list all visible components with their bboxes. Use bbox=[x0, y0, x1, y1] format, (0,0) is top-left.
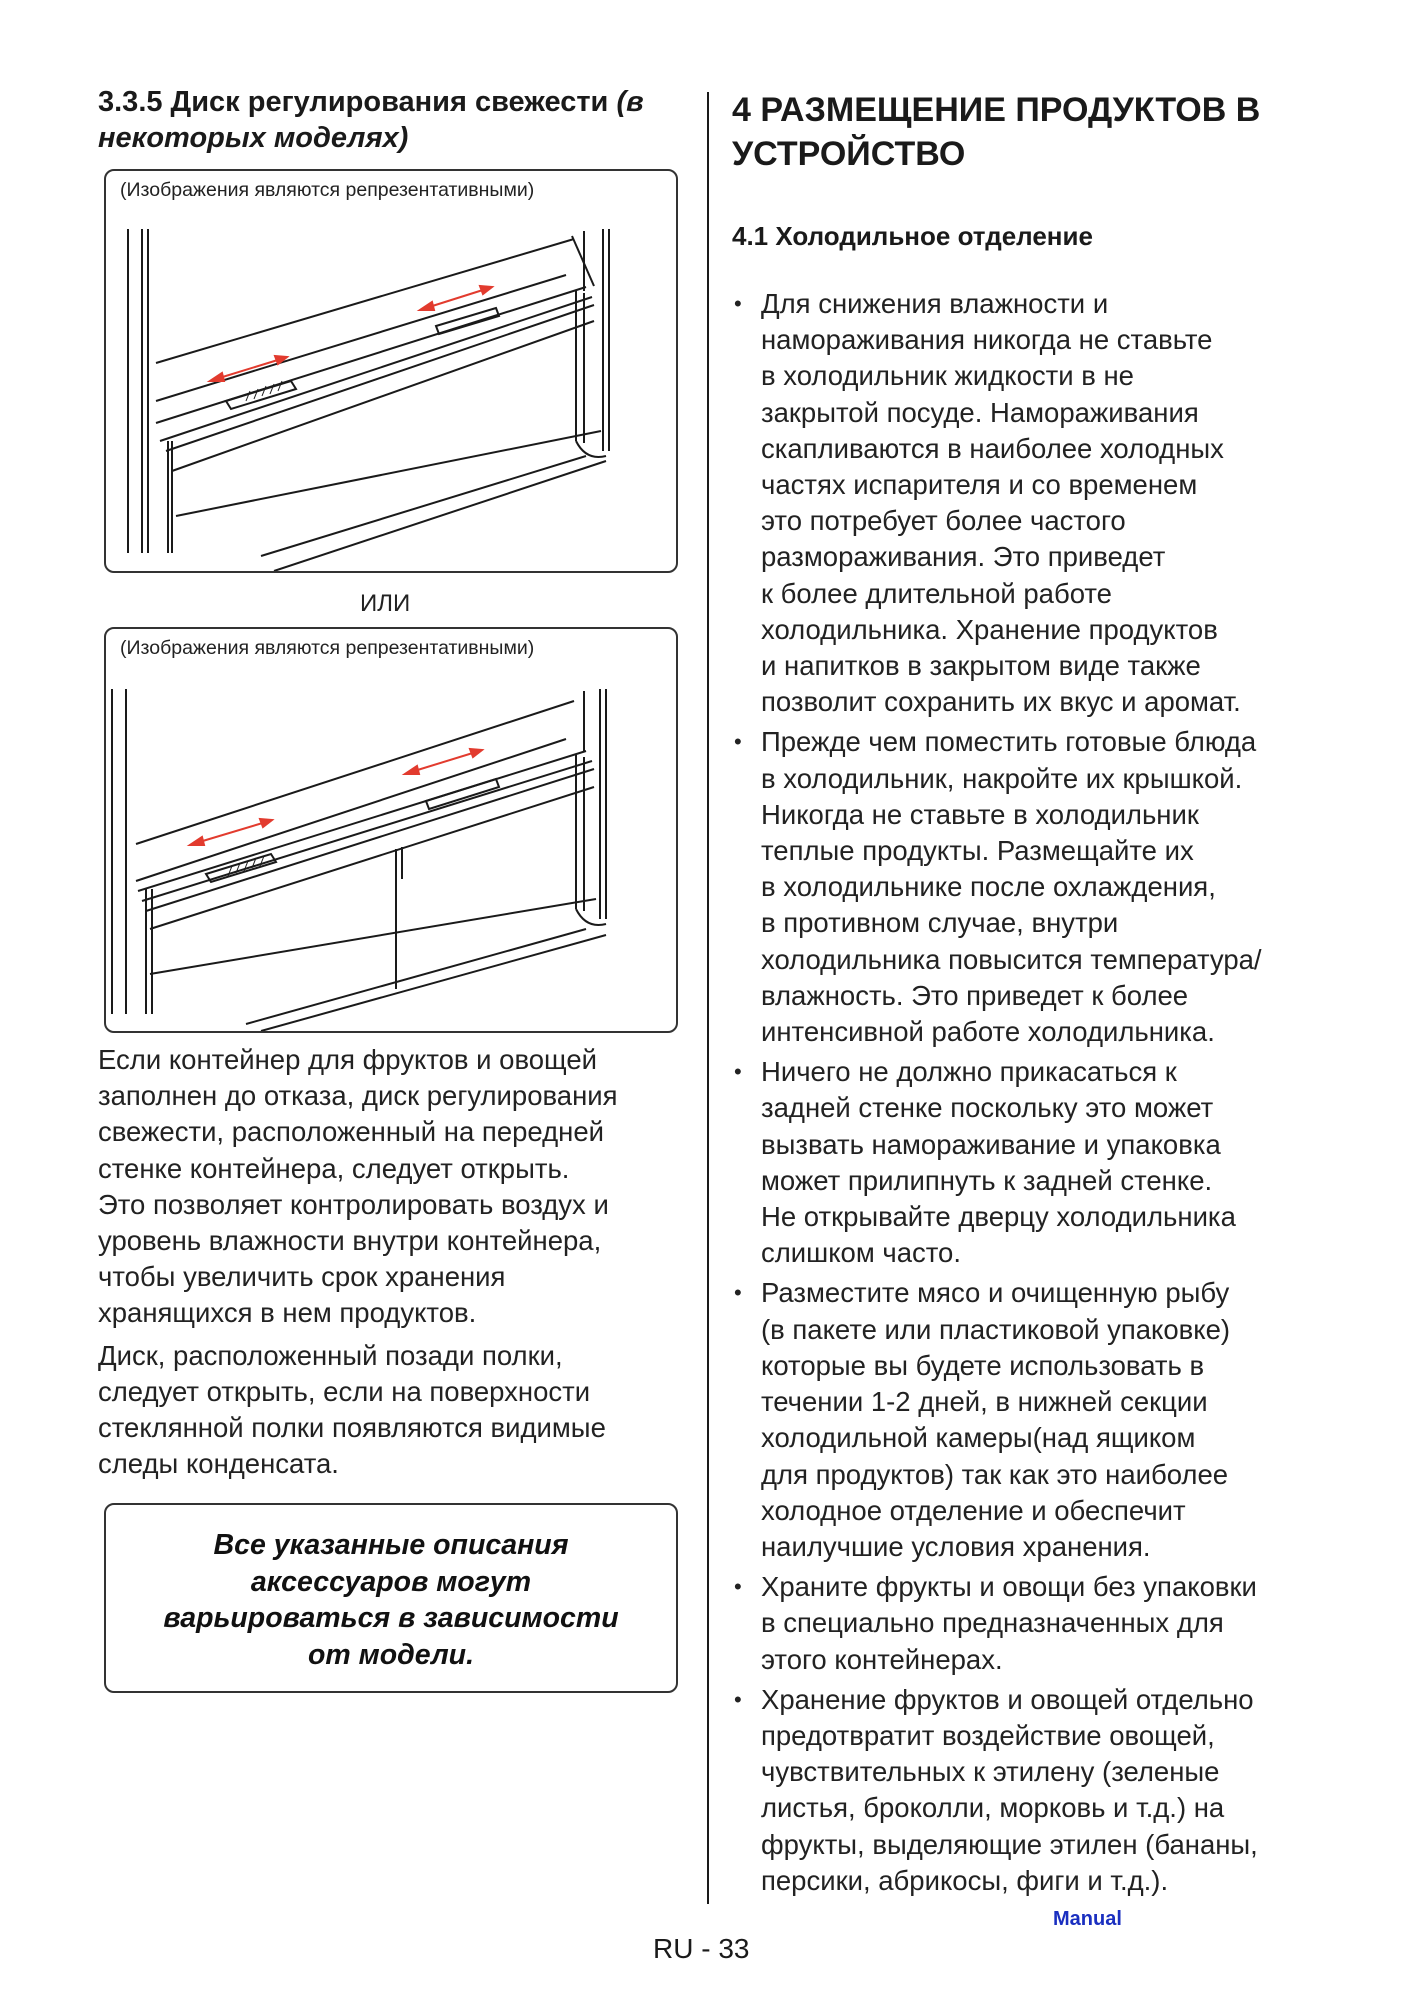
text-line: к более длительной работе bbox=[761, 577, 1112, 609]
text-line: следы конденсата. bbox=[98, 1448, 339, 1480]
or-label: ИЛИ bbox=[360, 590, 411, 617]
text-line: чтобы увеличить срок хранения bbox=[98, 1261, 506, 1293]
text-line: уровень влажности внутри контейнера, bbox=[98, 1225, 602, 1257]
note-line: Все указанные описания bbox=[213, 1529, 569, 1561]
text-line: холодильника повысится температура/ bbox=[761, 943, 1262, 975]
page-number: RU - 33 bbox=[653, 1933, 750, 1964]
text-line: Храните фрукты и овощи без упаковки bbox=[761, 1571, 1257, 1603]
text-line: свежести, расположенный на передней bbox=[98, 1116, 604, 1148]
text-line: холодное отделение и обеспечит bbox=[761, 1494, 1186, 1526]
text-line: Не открывайте дверцу холодильника bbox=[761, 1201, 1236, 1233]
split-crisper-drawer-illustration bbox=[106, 629, 676, 1031]
text-line: Ничего не должно прикасаться к bbox=[761, 1056, 1177, 1088]
text-line: хранящихся в нем продуктов. bbox=[98, 1297, 477, 1329]
section-heading-3-3-5 bbox=[98, 84, 678, 156]
text-line: холодильной камеры(над ящиком bbox=[761, 1422, 1196, 1454]
text-line: слишком часто. bbox=[761, 1237, 961, 1269]
text-line: наилучшие условия хранения. bbox=[761, 1530, 1151, 1562]
freshness-dial-description bbox=[98, 1042, 688, 1488]
crisper-drawer-illustration bbox=[106, 171, 676, 571]
text-line: может прилипнуть к задней стенке. bbox=[761, 1164, 1213, 1196]
text-line: чувствительных к этилену (зеленые bbox=[761, 1756, 1220, 1788]
section-heading-title: 3.3.5 Диск регулирования свежести bbox=[98, 86, 617, 118]
figure-caption: (Изображения являются репрезентативными) bbox=[120, 179, 535, 201]
text-line: этого контейнерах. bbox=[761, 1643, 1003, 1675]
text-line: Прежде чем поместить готовые блюда bbox=[761, 726, 1257, 758]
text-line: холодильника. Хранение продуктов bbox=[761, 613, 1218, 645]
paragraph-crisper-dial bbox=[98, 1042, 688, 1332]
list-item bbox=[732, 1569, 1352, 1678]
figure-freshness-dial-2 bbox=[104, 627, 678, 1033]
note-text bbox=[106, 1527, 676, 1673]
text-line: предотвратит воздействие овощей, bbox=[761, 1719, 1215, 1751]
text-line: в противном случае, внутри bbox=[761, 907, 1119, 939]
text-line: заполнен до отказа, диск регулирования bbox=[98, 1080, 618, 1112]
text-line: которые вы будете использовать в bbox=[761, 1349, 1205, 1381]
figure-freshness-dial-1 bbox=[104, 169, 678, 573]
text-line: листья, броколли, морковь и т.д.) на bbox=[761, 1792, 1225, 1824]
heading-line: 4 РАЗМЕЩЕНИЕ ПРОДУКТОВ В bbox=[732, 91, 1261, 129]
text-line: в холодильнике после охлаждения, bbox=[761, 871, 1216, 903]
text-line: стеклянной полки появляются видимые bbox=[98, 1412, 606, 1444]
text-line: (в пакете или пластиковой упаковке) bbox=[761, 1313, 1231, 1345]
bullet-icon: • bbox=[734, 291, 742, 316]
text-line: теплые продукты. Размещайте их bbox=[761, 835, 1194, 867]
list-item bbox=[732, 1682, 1352, 1899]
text-line: Если контейнер для фруктов и овощей bbox=[98, 1044, 598, 1075]
text-line: намораживания никогда не ставьте bbox=[761, 324, 1213, 356]
text-line: следует открыть, если на поверхности bbox=[98, 1375, 591, 1407]
text-line: скапливаются в наиболее холодных bbox=[761, 432, 1224, 464]
text-line: это потребует более частого bbox=[761, 505, 1126, 537]
text-line: Диск, расположенный позади полки, bbox=[98, 1339, 563, 1371]
paragraph-shelf-dial bbox=[98, 1338, 688, 1483]
note-line: аксессуаров могут bbox=[250, 1565, 532, 1598]
figure-caption: (Изображения являются репрезентативными) bbox=[120, 637, 535, 659]
text-line: в холодильник, накройте их крышкой. bbox=[761, 762, 1243, 794]
text-line: размораживания. Это приведет bbox=[761, 541, 1166, 573]
section-heading-4-1: 4.1 Холодильное отделение bbox=[732, 221, 1093, 251]
section-heading-italic-note: (в некоторых моделях) bbox=[98, 86, 644, 154]
text-line: Это позволяет контролировать воздух и bbox=[98, 1188, 609, 1220]
list-item bbox=[732, 1275, 1352, 1565]
text-line: в холодильник жидкости в не bbox=[761, 360, 1134, 392]
text-line: и напитков в закрытом виде также bbox=[761, 650, 1201, 682]
bullet-icon: • bbox=[734, 1574, 742, 1600]
list-item bbox=[732, 1054, 1352, 1271]
text-line: стенке контейнера, следует открыть. bbox=[98, 1152, 570, 1184]
note-line: от модели. bbox=[307, 1638, 475, 1671]
list-item bbox=[732, 286, 1352, 720]
text-line: позволит сохранить их вкус и аромат. bbox=[761, 686, 1241, 718]
heading-line: УСТРОЙСТВО bbox=[732, 135, 966, 173]
bullet-icon: • bbox=[734, 1686, 742, 1712]
text-line: вызвать намораживание и упаковка bbox=[761, 1128, 1221, 1160]
bullet-icon: • bbox=[734, 729, 742, 755]
text-line: закрытой посуде. Намораживания bbox=[761, 396, 1199, 428]
text-line: фрукты, выделяющие этилен (бананы, bbox=[761, 1828, 1258, 1860]
text-line: в специально предназначенных для bbox=[761, 1607, 1224, 1639]
text-line: интенсивной работе холодильника. bbox=[761, 1016, 1215, 1048]
text-line: Для снижения влажности и bbox=[761, 288, 1109, 319]
text-line: Хранение фруктов и овощей отдельно bbox=[761, 1683, 1254, 1715]
column-divider bbox=[707, 92, 709, 1904]
text-line: частях испарителя и со временем bbox=[761, 469, 1198, 501]
bullet-icon: • bbox=[734, 1280, 742, 1306]
note-box-accessories bbox=[104, 1503, 678, 1693]
note-line: варьироваться в зависимости bbox=[163, 1602, 619, 1634]
chapter-heading-4 bbox=[732, 88, 1352, 176]
text-line: Разместите мясо и очищенную рыбу bbox=[761, 1277, 1230, 1309]
bullet-icon: • bbox=[734, 1059, 742, 1085]
text-line: Никогда не ставьте в холодильник bbox=[761, 798, 1199, 830]
text-line: задней стенке поскольку это может bbox=[761, 1092, 1214, 1124]
text-line: для продуктов) так как это наиболее bbox=[761, 1458, 1229, 1490]
storage-tips-list bbox=[732, 286, 1352, 1903]
list-item bbox=[732, 724, 1352, 1050]
brand-label: Manual bbox=[1053, 1908, 1122, 1930]
text-line: течении 1-2 дней, в нижней секции bbox=[761, 1386, 1208, 1418]
text-line: влажность. Это приведет к более bbox=[761, 979, 1189, 1011]
text-line: персики, абрикосы, фиги и т.д.). bbox=[761, 1864, 1169, 1896]
